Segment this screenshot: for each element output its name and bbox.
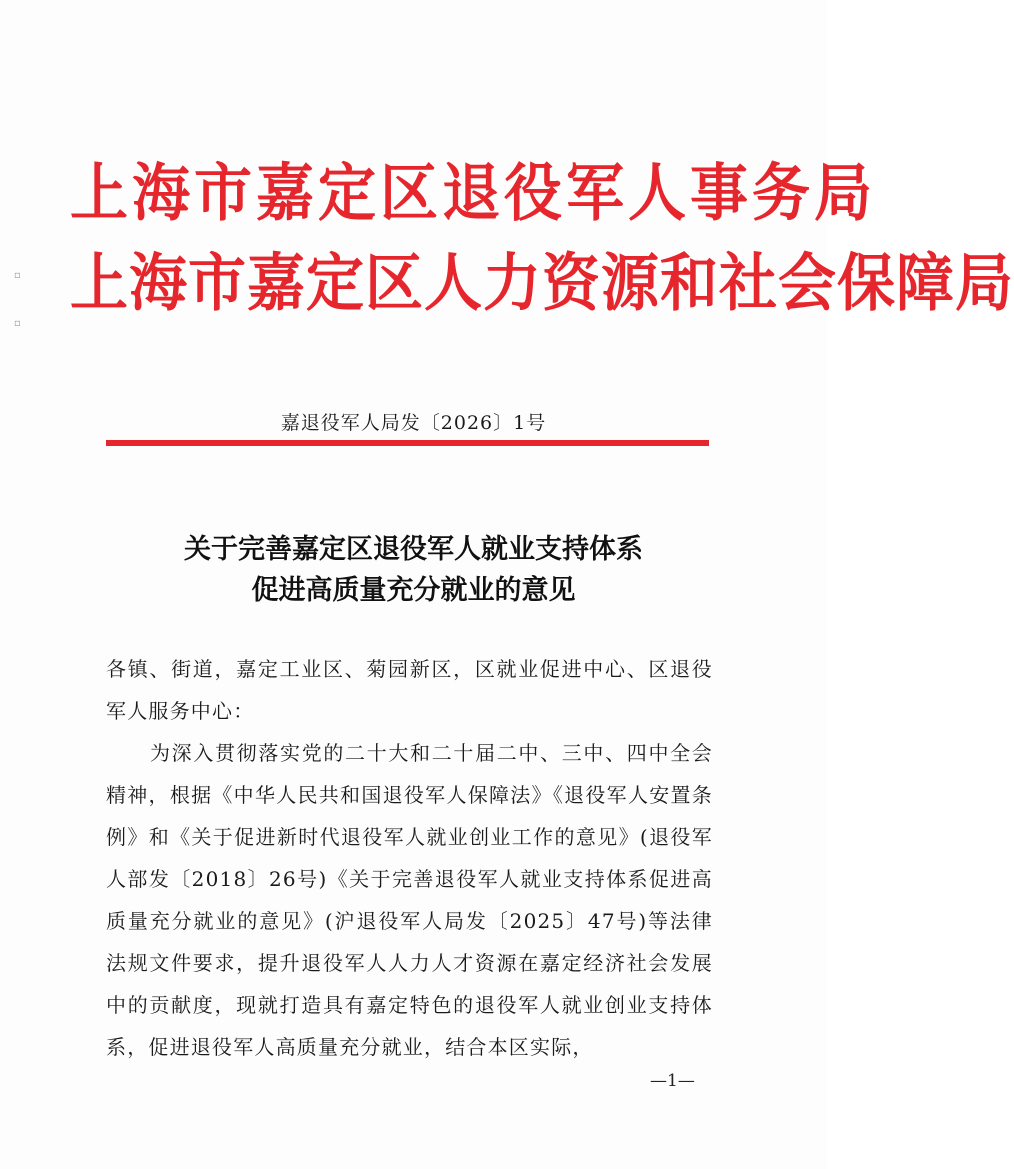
document-number: 嘉退役军人局发〔2026〕1号 <box>280 412 547 434</box>
red-divider-line <box>106 440 709 446</box>
scan-margin-mark: ▫ <box>14 318 21 329</box>
issuer-line-1: 上海市嘉定区退役军人事务局 <box>70 156 877 230</box>
issuer-line-2: 上海市嘉定区人力资源和社会保障局 <box>70 246 1014 320</box>
body-paragraph-1: 为深入贯彻落实党的二十大和二十届二中、三中、四中全会精神，根据《中华人民共和国退役军人保障法》《退役军人安置条例》和《关于促进新时代退役军人就业创业工作的意见》(退役军人部发〔2018〕26号)《关于完善退役军人就业支持体系促进高质量充分就业的意见》(沪退役军人局发〔2025〕47号)等法律法规文件要求，提升退役军人人力人才资源在嘉定经济社会发展中的贡献度，现就打造具有嘉定特色的退役军人就业创业支持体系，促进退役军人高质量充分就业，结合本区实际， <box>106 741 713 1059</box>
document-title-line-1: 关于完善嘉定区退役军人就业支持体系 <box>184 534 643 565</box>
document-title-line-2: 促进高质量充分就业的意见 <box>251 575 576 606</box>
document-body <box>106 648 713 1068</box>
page-number: —1— <box>650 1071 695 1091</box>
scan-margin-mark: ▫ <box>14 270 21 281</box>
recipients-paragraph: 各镇、街道，嘉定工业区、菊园新区，区就业促进中心、区退役军人服务中心： <box>106 657 713 723</box>
